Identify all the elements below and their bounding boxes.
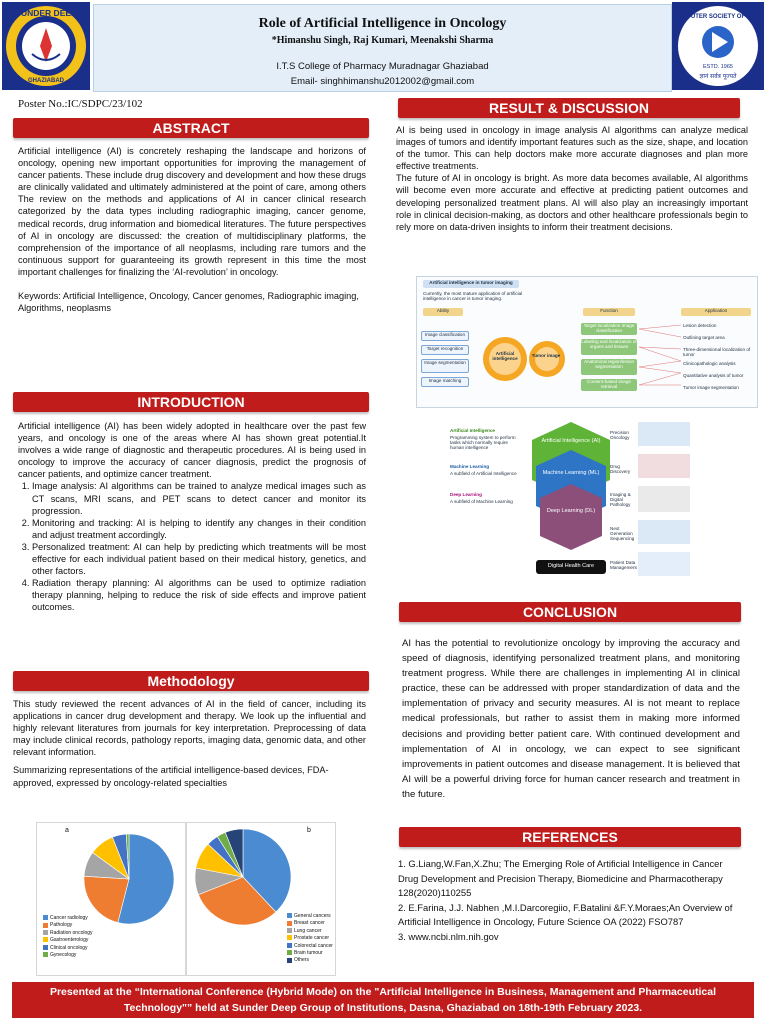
pie-b-panel-label: b (307, 827, 311, 834)
diagram1-subtitle: Currently, the most mature application of artificial intelligence in cancer is tumor imaging. (423, 291, 523, 301)
application-item: Outlining target area (683, 335, 725, 340)
methodology-body (13, 698, 366, 789)
introduction-list (18, 480, 366, 613)
legend-item (43, 930, 93, 936)
csi-logo (672, 2, 764, 90)
ai-title: Artificial Intelligence (450, 428, 495, 433)
list-item: 2. Monitoring and tracking: AI is helping to identify any changes in their condition and adjust treatment accordingly. (32, 517, 366, 541)
ml-subtitle: A subfield of Artificial Intelligence (450, 471, 517, 476)
legend-label: Clinical oncology (50, 944, 88, 951)
legend-item (287, 957, 309, 963)
conclusion-body (402, 636, 740, 802)
legend-label: Brain tumour (294, 950, 323, 956)
introduction-text: Artificial intelligence (AI) has been widely adopted in healthcare over the past few years, and oncology is one of the areas where AI has shown great potential.It involves a wide range of diagnostic and therapeutic procedures. AI is being used in oncology to improve the accuracy of cancer diagnosis, predict the prognosis of cancer patients, and optimize cancer treatment. (18, 421, 366, 480)
poster-header (0, 0, 768, 92)
header-band (93, 4, 672, 92)
reference-item: 3. www.ncbi.nlm.nih.gov (398, 930, 499, 942)
legend-swatch (287, 921, 292, 926)
logo-left-top-text: SUNDER DEEP (15, 8, 77, 18)
dl-node: Deep Learning (DL) (546, 508, 596, 514)
app-label: Precision Oncology (610, 430, 630, 440)
app-label: Imaging & Digital Pathology (610, 492, 631, 507)
pie-chart-b-panel (186, 822, 336, 976)
list-item: 3. Personalized treatment: AI can help by predicting which treatments will be most effective for each individual patient based on their medical history, genetics, and other factors. (32, 541, 366, 577)
application-item: Quantitative analysis of tumor (683, 373, 744, 378)
dl-subtitle: A subfield of Machine Learning (450, 499, 513, 504)
application-item: Tumor image segmentation (683, 385, 739, 390)
conclusion-text: AI has the potential to revolutionize oncology by improving the accuracy and speed of diagnosis, identifying personalized treatment plans, and monitoring treatment progress. While there are challenges in implementing AI in clinical practice, these can be addressed with proper standardization of data and the implementation of privacy and security measures. AI is not meant to replace medical professionals, but rather to assist them in making more informed decisions and providing better patient care. With continued development and implementation of AI in oncology, we can expect to see significant improvements in patient outcomes and disease management. It is believed that AI will be a powerful driving force for human cancer research and treatment in the future. (402, 638, 740, 800)
app-label: Next Generation Sequencing (610, 526, 635, 541)
reference-item: 1. G.Liang,W.Fan,X.Zhu; The Emerging Role of Artificial Intelligence in Cancer Drug Development and Precision Therapy, Biomedicine and Pharmacotherapy 128(2020)110255 (398, 858, 723, 899)
legend-item (287, 928, 322, 934)
legend-swatch (287, 950, 292, 955)
footer-line-2: Technology"” held at Sunder Deep Group of Institutions, Dasna, Ghaziabad on 18th-19th February 2023. (123, 1002, 643, 1014)
ai-node: Artificial Intelligence (AI) (541, 438, 601, 444)
ability-node: Image matching (421, 377, 469, 387)
conference-footer (12, 982, 754, 1018)
ml-title: Machine Learning (450, 464, 490, 469)
legend-label: Pathology (50, 922, 73, 929)
logo-left-bottom-text: GHAZIABAD (28, 78, 64, 84)
methodology-text: This study reviewed the recent advances of AI in the field of cancer, including its applications in cancer drug development and therapy. We look up the influential and highly relevant literatures from journals for key interpretation. Preprocessing of data may include clinical records, pathology reports, imaging data, genomic data, and other relevant information. (13, 699, 366, 758)
legend-swatch (43, 930, 48, 935)
poster-title: Role of Artificial Intelligence in Oncology (258, 16, 507, 31)
logo-right-motto-text: ज्ञानं सर्वत्र पूज्यते (699, 73, 737, 80)
conclusion-heading: CONCLUSION (399, 602, 741, 622)
pie-chart-b (191, 827, 301, 931)
methodology-heading: Methodology (13, 671, 369, 691)
ai-subtitle: Programming system to perform tasks which normally require human intelligence (450, 435, 516, 450)
list-item: 4. Radiation therapy planning: AI algorithms can be used to optimize radiation therapy planning, helping to reduce the risk of side effects and improve patient outcomes. (32, 577, 366, 613)
legend-swatch (287, 928, 292, 933)
legend-item (287, 920, 325, 926)
reference-item: 2. E.Farina, J.J. Nabhen ,M.I.Darcoregiio, F.Batalini &F.Y.Moraes;An Overview of Artificial Intelligence in Oncology, Future Science OA (2022) FSO787 (398, 901, 733, 928)
ai-ml-dl-diagram (446, 420, 696, 580)
chart-caption: Summarizing representations of the artificial intelligence-based devices, FDA-approved, expressed by oncology-related specialties (13, 765, 329, 788)
poster-number: Poster No.:IC/SDPC/23/102 (18, 98, 143, 110)
diagram1-col-application: Application (681, 308, 751, 316)
legend-item (43, 945, 88, 951)
application-item: Clinicopathologic analysis (683, 361, 736, 366)
function-application-links (639, 321, 683, 397)
legend-label: Gynecology (50, 952, 77, 958)
pie-chart-a (77, 831, 183, 927)
function-node: Content-based image retrieval (581, 379, 637, 391)
results-heading: RESULT & DISCUSSION (398, 98, 740, 118)
legend-swatch (43, 923, 48, 928)
legend-item (287, 943, 333, 949)
legend-item (287, 950, 323, 956)
pie-chart-a-panel (36, 822, 186, 976)
legend-swatch (287, 913, 292, 918)
diagram1-col-ability: Ability (423, 308, 463, 316)
logo-right-est-text: ESTD. 1965 (703, 64, 733, 70)
application-item: Three-dimensional localization of tumor (683, 347, 751, 357)
legend-label: Cancer radiology (50, 915, 88, 921)
legend-item (43, 952, 76, 958)
abstract-text: Artificial intelligence (AI) is concretely reshaping the landscape and horizons of oncology, opening new important opportunities for improving the management of cancer patients. These include drug discovery and development and how these drugs are clinically validated and ultimately administered at the point of care, among others The review on the methods and applications of AI in cancer clinical research categorized by the data types including radiographic imaging, cancer genome, medical records, drug information and biomedical literatures. The future perspectives of AI in oncology are discussed: the creation of multidisciplinary platforms, the comprehension of the importance of all neoplasms, including rare tumors and the continuous support for guaranteeing its growth represent in this time the most important challenges for finalizing the ‘AI-revolution’ in oncology. (18, 146, 366, 277)
legend-label: Breast cancer (294, 920, 325, 927)
legend-label: Others (294, 957, 310, 964)
author-email: Email- singhhimanshu2012002@gmail.com (290, 76, 475, 87)
legend-swatch (43, 915, 48, 920)
legend-swatch (287, 958, 292, 963)
function-node: Labeling and localization of organs and tissues (581, 339, 637, 355)
results-text-2: The future of AI in oncology is bright. As more data becomes available, AI algorithms will become even more accurate and effective at predicting patient outcomes and developing personalized treatment plans. AI will also play an increasingly important role in clinical decision-making, as doctors and other healthcare professionals begin to rely more on data-driven insights to inform their treatment decisions. (396, 173, 748, 232)
tumor-imaging-diagram (416, 276, 758, 408)
keywords: Keywords: Artificial Intelligence, Oncology, Cancer genomes, Radiographic imaging, Algorithms, neoplasms (18, 291, 359, 314)
application-item: Lesion detection (683, 323, 717, 328)
legend-label: Colorectal cancer (294, 942, 333, 949)
references-list (398, 857, 744, 945)
authors: *Himanshu Singh, Raj Kumari, Meenakshi Sharma (271, 35, 494, 46)
list-item: 1. Image analysis: AI algorithms can be trained to analyze medical images such as CT scans, MRI scans, and PET scans to detect cancer and monitor its progression. (32, 480, 366, 516)
center-ai-label: Artificial intelligence (492, 351, 518, 361)
references-heading: REFERENCES (399, 827, 741, 847)
legend-item (43, 915, 88, 921)
abstract-heading: ABSTRACT (13, 118, 369, 138)
sunder-deep-logo (2, 2, 90, 90)
results-body (396, 124, 748, 233)
app-label: Patient Data Management (610, 560, 637, 570)
legend-item (43, 937, 88, 943)
legend-label: Radiation oncology (50, 929, 93, 936)
dl-title: Deep Learning (450, 492, 482, 497)
ability-node: Image classification (421, 331, 469, 341)
app-label: Drug Discovery (610, 464, 631, 474)
legend-swatch (43, 952, 48, 957)
pie-a-panel-label: a (65, 827, 69, 834)
legend-label: Prostate cancer (294, 935, 330, 942)
legend-swatch (287, 935, 292, 940)
hexagon-stack-illustration (526, 420, 616, 580)
legend-swatch (287, 943, 292, 948)
legend-swatch (43, 945, 48, 950)
center-tumor-label: Tumor image (531, 353, 561, 358)
introduction-heading: INTRODUCTION (13, 392, 369, 412)
logo-right-top-text: COMPUTER SOCIETY OF INDIA (672, 14, 764, 20)
college-name: I.T.S College of Pharmacy Muradnagar Ghaziabad (276, 61, 489, 72)
legend-swatch (43, 937, 48, 942)
results-text-1: AI is being used in oncology in image analysis AI algorithms can analyze medical images of tumors and identify important features such as the size, shape, and location of the tumor. This can help doctors make more accurate diagnoses and plan more effective treatments. (396, 125, 748, 172)
legend-item (43, 922, 72, 928)
diagram1-col-function: Function (583, 308, 635, 316)
introduction-body (18, 420, 366, 614)
legend-item (287, 913, 331, 919)
footer-line-1: Presented at the “International Conference (Hybrid Mode) on the "Artificial Intelligence in Business, Management and Pharmaceutical (49, 986, 717, 998)
function-node: Anatomical region/lesion segmentation (581, 359, 637, 375)
legend-label: Gastroenterology (50, 937, 89, 944)
ability-node: Target recognition (421, 345, 469, 355)
ability-node: Image segmentation (421, 359, 469, 373)
diagram1-title: Artificial intelligence in tumor imaging (423, 280, 519, 288)
legend-item (287, 935, 329, 941)
legend-label: Lung cancer (294, 927, 322, 934)
ml-node: Machine Learning (ML) (542, 470, 600, 476)
legend-label: General cancers (294, 913, 331, 919)
digital-health-care-label: Digital Health Care (547, 563, 595, 569)
function-node: Target localization Image classification (581, 323, 637, 335)
abstract-body (18, 145, 366, 314)
